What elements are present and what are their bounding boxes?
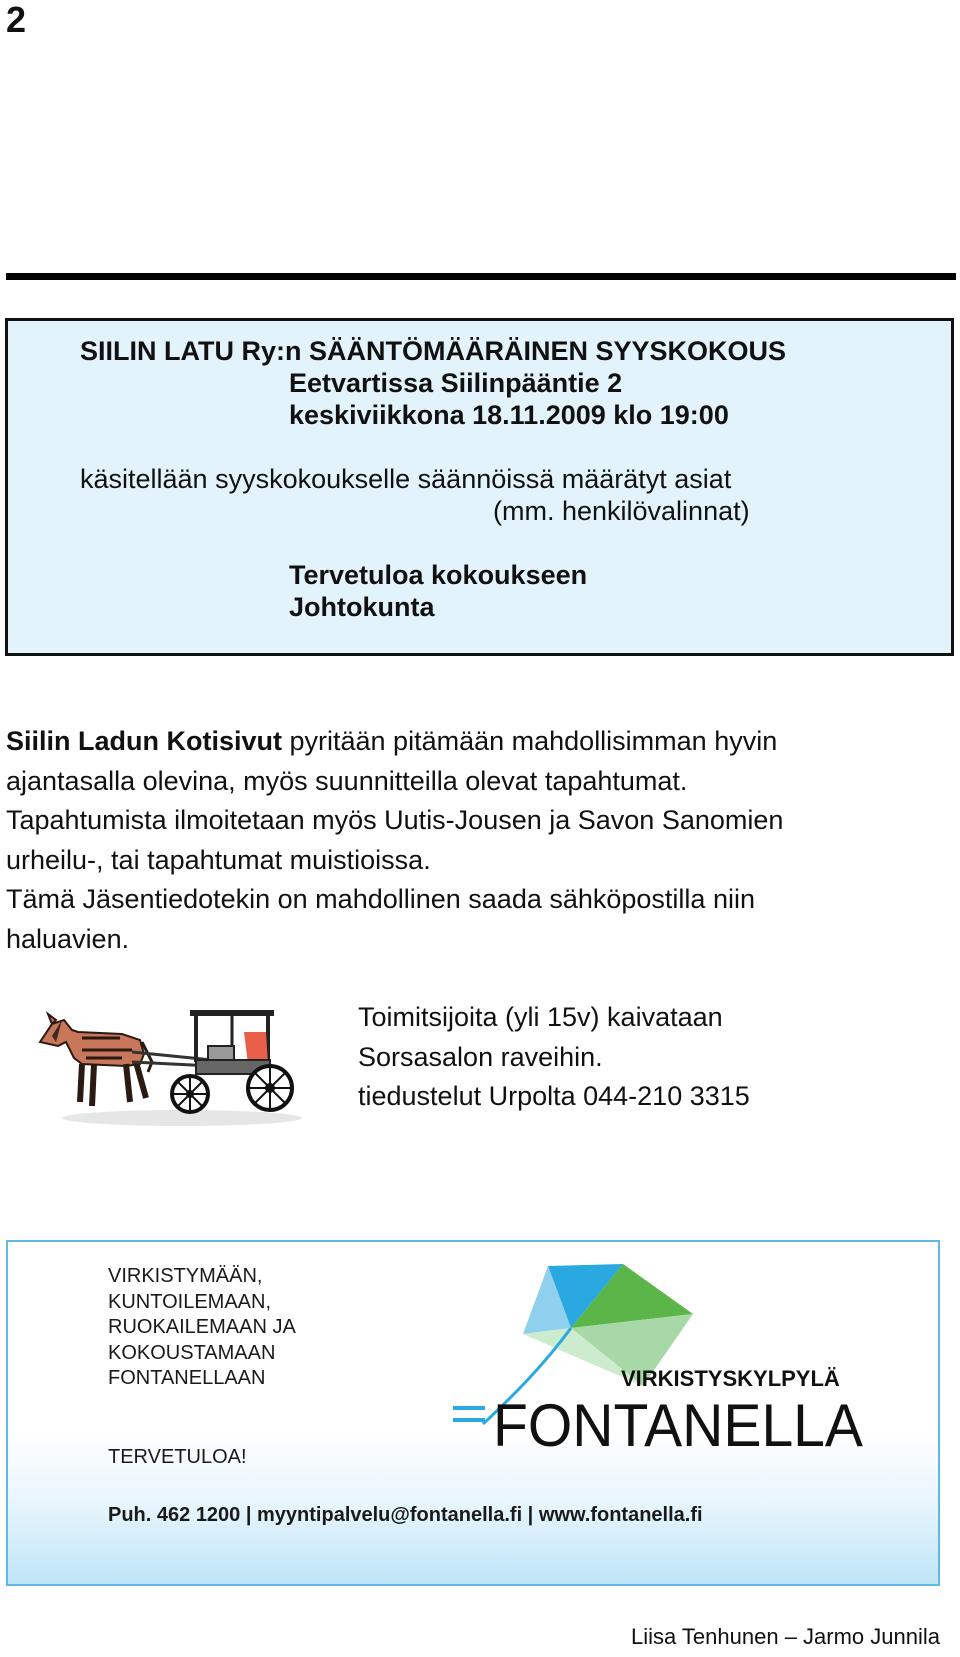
fontanella-advertisement [6,1240,940,1586]
logo-dashes [453,1406,485,1422]
info-line-2: ajantasalla olevina, myös suunnitteilla olevat tapahtumat. [6,765,688,796]
ad-line: FONTANELLAAN [108,1367,266,1389]
ad-contact-line: Puh. 462 1200 | myyntipalvelu@fontanella.fi | www.fontanella.fi [108,1504,703,1526]
fontanella-logo [453,1256,923,1476]
info-line-1 [6,722,936,762]
horse-icon [40,1014,152,1106]
info-line-4: urheilu-, tai tapahtumat muistioissa. [6,844,431,875]
horse-carriage-illustration [22,1002,302,1130]
notice-agenda-line2: (mm. henkilövalinnat) [493,496,750,526]
officials-line-2: Sorsasalon raveihin. [358,1041,603,1072]
info-line-1-rest: pyritään pitämään mahdollisimman hyvin [282,726,778,756]
officials-call [358,998,750,1117]
info-line-6: haluavien. [6,923,130,954]
notice-location: Eetvartissa Siilinpääntie 2 [289,368,623,398]
notice-signed-by: Johtokunta [289,592,435,622]
info-line-5: Tämä Jäsentiedotekin on mahdollinen saada sähköpostilla niin [6,884,755,914]
ad-line: KOKOUSTAMAAN [108,1341,276,1364]
page-number: 2 [6,0,27,40]
ad-line: RUOKAILEMAAN JA [108,1316,296,1338]
ad-welcome: TERVETULOA! [108,1446,247,1468]
officials-line-1: Toimitsijoita (yli 15v) kaivataan [358,1002,723,1032]
notice-agenda-line1: käsitellään syyskokoukselle säännöissä määrätyt asiat [80,464,732,494]
logo-tagline: VIRKISTYSKYLPYLÄ [621,1366,840,1391]
notice-datetime: keskiviikkona 18.11.2009 klo 19:00 [289,400,729,430]
info-line-3: Tapahtumista ilmoitetaan myös Uutis-Jousen ja Savon Sanomien [6,805,784,835]
logo-name: FONTANELLA [493,1392,863,1459]
carriage-icon [172,1010,292,1112]
header-rule [6,273,956,280]
officials-line-3: tiedustelut Urpolta 044-210 3315 [358,1081,750,1111]
ad-line: KUNTOILEMAAN, [108,1290,271,1313]
info-paragraph [6,722,936,959]
notice-title: SIILIN LATU Ry:n SÄÄNTÖMÄÄRÄINEN SYYSKOKOUS [80,336,787,366]
signature: Liisa Tenhunen – Jarmo Junnila [630,1624,940,1649]
ad-activity-list [108,1264,296,1392]
ad-line: VIRKISTYMÄÄN, [108,1265,263,1287]
meeting-notice-box [5,318,954,656]
notice-welcome: Tervetuloa kokoukseen [289,560,588,590]
homepage-lead: Siilin Ladun Kotisivut [6,726,282,756]
